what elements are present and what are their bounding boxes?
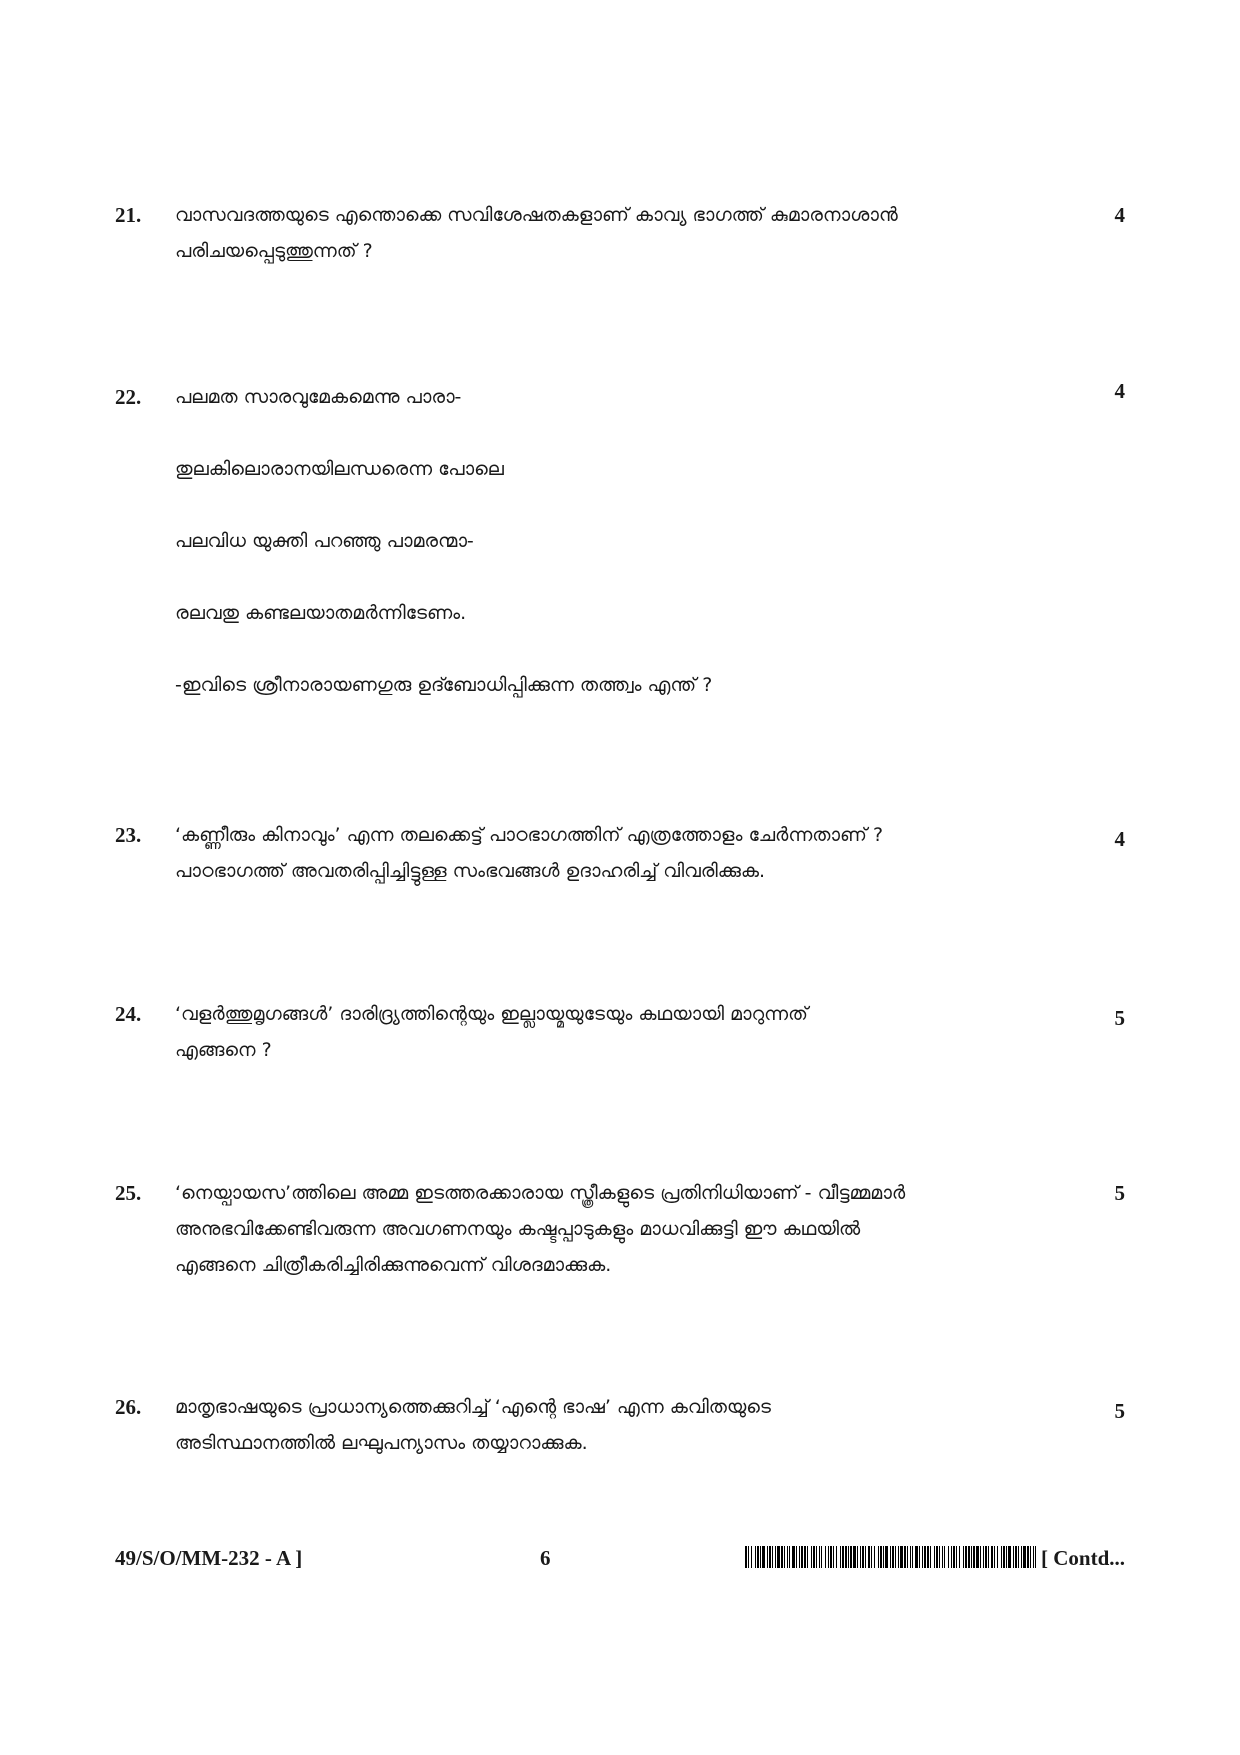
- question-text: [175, 1389, 1075, 1461]
- page-footer: [115, 1540, 1125, 1576]
- question-text: [175, 379, 1075, 739]
- question-line: അനുഭവിക്കേണ്ടിവരുന്ന അവഗണനയും കഷ്ടപ്പാടുകളും മാധവിക്കുട്ടി ഈ കഥയിൽ: [175, 1218, 861, 1240]
- question-line: ‘വളർത്തുമൃഗങ്ങൾ’ ദാരിദ്ര്യത്തിന്റെയും ഇല്ലായ്മയുടേയും കഥയായി മാറുന്നത്: [175, 1003, 808, 1025]
- continued-label: [ Contd...: [1040, 1546, 1125, 1570]
- question-number: 25.: [115, 1181, 142, 1205]
- question-number: 23.: [115, 823, 142, 847]
- question-marks: 4: [1114, 203, 1125, 227]
- question-marks: 4: [1114, 827, 1125, 851]
- question-text: [175, 817, 1075, 889]
- question-line: പാഠഭാഗത്ത് അവതരിപ്പിച്ചിട്ടുള്ള സംഭവങ്ങൾ ഉദാഹരിച്ച് വിവരിക്കുക.: [175, 860, 766, 882]
- question-line: എങ്ങനെ ചിത്രീകരിച്ചിരിക്കുന്നുവെന്ന് വിശദമാക്കുക.: [175, 1254, 612, 1276]
- poem-line: രലവതു കണ്ടലയാതമർന്നിടേണം.: [175, 602, 467, 624]
- question-marks: 4: [1114, 379, 1125, 403]
- poem-line: പലമത സാരവുമേകമെന്നു പാരാ-: [175, 386, 462, 408]
- question-number: 21.: [115, 203, 142, 227]
- poem-line: പലവിധ യുക്തി പറഞ്ഞു പാമരന്മാ-: [175, 530, 474, 552]
- question-line: എങ്ങനെ ?: [175, 1039, 272, 1061]
- question-number: 24.: [115, 1002, 142, 1026]
- question-marks: 5: [1114, 1006, 1125, 1030]
- page-number: 6: [540, 1546, 551, 1570]
- question-text: [175, 1175, 1075, 1283]
- question-text: [175, 996, 1075, 1068]
- poem-line: തുലകിലൊരാനയിലന്ധരെന്ന പോലെ: [175, 458, 504, 480]
- question-line: ‘കണ്ണീരും കിനാവും’ എന്ന തലക്കെട്ട് പാഠഭാഗത്തിന് എത്രത്തോളം ചേർന്നതാണ് ?: [175, 824, 884, 846]
- question-text: [175, 197, 1075, 269]
- question-line: മാതൃഭാഷയുടെ പ്രാധാന്യത്തെക്കുറിച്ച് ‘എന്റെ ഭാഷ’ എന്ന കവിതയുടെ: [175, 1396, 771, 1418]
- question-number: 22.: [115, 385, 142, 409]
- question-line: ‘നെയ്പായസ’ത്തിലെ അമ്മ ഇടത്തരക്കാരായ സ്ത്രീകളുടെ പ്രതിനിധിയാണ് - വീട്ടമ്മമാർ: [175, 1182, 906, 1204]
- question-line: അടിസ്ഥാനത്തിൽ ലഘുപന്യാസം തയ്യാറാക്കുക.: [175, 1432, 588, 1454]
- question-marks: 5: [1114, 1181, 1125, 1205]
- question-line: വാസവദത്തയുടെ എന്തൊക്കെ സവിശേഷതകളാണ് കാവ്യ ഭാഗത്ത് കുമാരനാശാൻ: [175, 204, 898, 226]
- question-line: -ഇവിടെ ശ്രീനാരായണഗുരു ഉദ്ബോധിപ്പിക്കുന്ന തത്ത്വം എന്ത് ?: [175, 674, 713, 696]
- question-line: പരിചയപ്പെടുത്തുന്നത് ?: [175, 240, 373, 262]
- question-number: 26.: [115, 1395, 142, 1419]
- barcode-icon: [745, 1546, 1037, 1568]
- paper-code: 49/S/O/MM-232 - A ]: [115, 1546, 303, 1570]
- question-marks: 5: [1114, 1399, 1125, 1423]
